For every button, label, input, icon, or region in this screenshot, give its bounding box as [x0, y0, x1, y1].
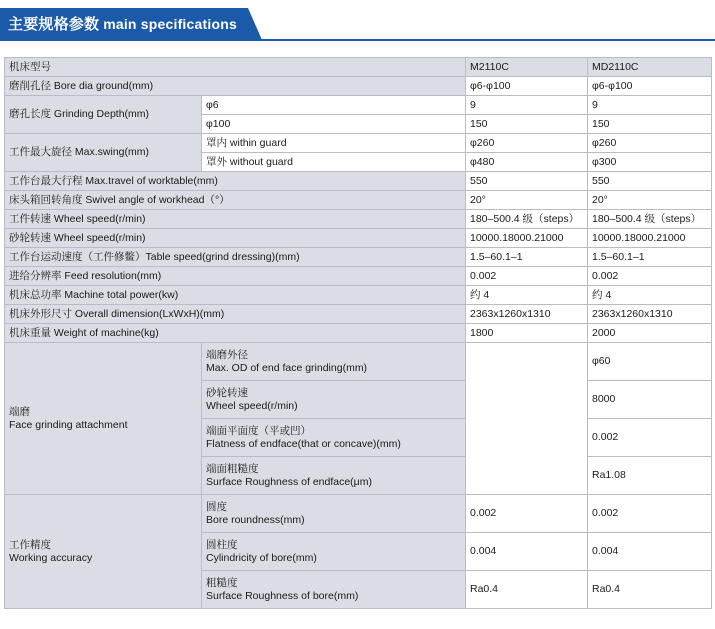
title-cn: 主要规格参数	[8, 16, 100, 33]
value-a: 180–500.4 级（steps）	[466, 210, 588, 229]
face-item-cn: 砂轮转速	[206, 386, 248, 399]
table-row	[5, 305, 712, 324]
table-row	[5, 58, 712, 77]
model-a: M2110C	[466, 58, 588, 77]
sub-label: 罩内 within guard	[202, 134, 466, 153]
value-b: φ300	[588, 153, 712, 172]
value-b: 9	[588, 96, 712, 115]
accuracy-item-en: Cylindricity of bore(mm)	[206, 551, 317, 564]
value-b: 150	[588, 115, 712, 134]
value-b: 180–500.4 级（steps）	[588, 210, 712, 229]
row-label: 工件最大旋径 Max.swing(mm)	[5, 134, 202, 172]
working-accuracy-cn: 工作精度	[9, 538, 51, 551]
accuracy-value-b: 0.004	[588, 533, 712, 571]
table-row	[5, 248, 712, 267]
table-row	[5, 96, 712, 115]
face-item	[202, 419, 466, 457]
working-accuracy-label	[5, 495, 202, 609]
accuracy-item	[202, 533, 466, 571]
face-item-en: Wheel speed(r/min)	[206, 399, 298, 412]
accuracy-item-en: Bore roundness(mm)	[206, 513, 305, 526]
face-item	[202, 343, 466, 381]
row-label: 床头箱回转角度 Swivel angle of workhead（°）	[5, 191, 466, 210]
value-b: φ260	[588, 134, 712, 153]
table-row	[5, 134, 712, 153]
sub-label: φ100	[202, 115, 466, 134]
face-value-b: Ra1.08	[588, 457, 712, 495]
value-a: φ6-φ100	[466, 77, 588, 96]
value-a: 550	[466, 172, 588, 191]
value-a: φ260	[466, 134, 588, 153]
value-b: 1.5–60.1–1	[588, 248, 712, 267]
face-item-cn: 端面平面度（平或凹）	[206, 424, 311, 437]
table-row	[5, 343, 712, 381]
table-row	[5, 267, 712, 286]
table-row	[5, 286, 712, 305]
accuracy-item-en: Surface Roughness of bore(mm)	[206, 589, 359, 602]
table-row	[5, 495, 712, 533]
face-item-cn: 端磨外径	[206, 348, 248, 361]
value-a: 0.002	[466, 267, 588, 286]
row-label: 机床总功率 Machine total power(kw)	[5, 286, 466, 305]
accuracy-item	[202, 571, 466, 609]
face-item-cn: 端面粗糙度	[206, 462, 259, 475]
row-label: 工作台运动速度（工件修鳖）Table speed(grind dressing)(mm)	[5, 248, 466, 267]
value-b: 0.002	[588, 267, 712, 286]
table-row	[5, 191, 712, 210]
accuracy-item-cn: 粗糙度	[206, 576, 238, 589]
row-label: 磨孔长度 Grinding Depth(mm)	[5, 96, 202, 134]
accuracy-value-a: Ra0.4	[466, 571, 588, 609]
face-grinding-cn: 端磨	[9, 405, 30, 418]
accuracy-value-b: 0.002	[588, 495, 712, 533]
row-label: 工作台最大行程 Max.travel of worktable(mm)	[5, 172, 466, 191]
value-a: 1.5–60.1–1	[466, 248, 588, 267]
value-a: 150	[466, 115, 588, 134]
face-value-b: 8000	[588, 381, 712, 419]
accuracy-value-b: Ra0.4	[588, 571, 712, 609]
section-header	[0, 0, 715, 46]
table-row	[5, 324, 712, 343]
spec-table	[4, 57, 712, 609]
face-item-en: Max. OD of end face grinding(mm)	[206, 361, 368, 374]
row-label: 砂轮转速 Wheel speed(r/min)	[5, 229, 466, 248]
header-title	[8, 13, 237, 34]
row-label: 工件转速 Wheel speed(r/min)	[5, 210, 466, 229]
model-label: 机床型号	[5, 58, 466, 77]
face-item	[202, 381, 466, 419]
row-label: 机床外形尺寸 Overall dimension(LxWxH)(mm)	[5, 305, 466, 324]
accuracy-item-cn: 圆度	[206, 500, 227, 513]
face-value-b: 0.002	[588, 419, 712, 457]
table-row	[5, 172, 712, 191]
table-row	[5, 210, 712, 229]
face-item-en: Surface Roughness of endface(μm)	[206, 475, 372, 488]
face-value-b: φ60	[588, 343, 712, 381]
value-b: φ6-φ100	[588, 77, 712, 96]
value-a: 2363x1260x1310	[466, 305, 588, 324]
face-item-en: Flatness of endface(that or concave)(mm)	[206, 437, 401, 450]
value-b: 约 4	[588, 286, 712, 305]
value-b: 20°	[588, 191, 712, 210]
value-a: 约 4	[466, 286, 588, 305]
face-grinding-en: Face grinding attachment	[9, 418, 128, 431]
row-label: 磨削孔径 Bore dia ground(mm)	[5, 77, 466, 96]
accuracy-item	[202, 495, 466, 533]
row-label: 进给分辨率 Feed resolution(mm)	[5, 267, 466, 286]
face-value-a-blank	[466, 343, 588, 495]
value-a: φ480	[466, 153, 588, 172]
value-a: 1800	[466, 324, 588, 343]
accuracy-value-a: 0.002	[466, 495, 588, 533]
working-accuracy-en: Working accuracy	[9, 551, 93, 564]
value-a: 9	[466, 96, 588, 115]
sub-label: 罩外 without guard	[202, 153, 466, 172]
value-b: 550	[588, 172, 712, 191]
row-label: 机床重量 Weight of machine(kg)	[5, 324, 466, 343]
value-a: 20°	[466, 191, 588, 210]
face-grinding-label	[5, 343, 202, 495]
value-b: 2363x1260x1310	[588, 305, 712, 324]
accuracy-item-cn: 圆柱度	[206, 538, 238, 551]
model-b: MD2110C	[588, 58, 712, 77]
accuracy-value-a: 0.004	[466, 533, 588, 571]
title-en: main specifications	[103, 16, 237, 32]
table-row	[5, 77, 712, 96]
value-a: 10000.18000.21000	[466, 229, 588, 248]
face-item	[202, 457, 466, 495]
table-row	[5, 229, 712, 248]
value-b: 10000.18000.21000	[588, 229, 712, 248]
sub-label: φ6	[202, 96, 466, 115]
value-b: 2000	[588, 324, 712, 343]
